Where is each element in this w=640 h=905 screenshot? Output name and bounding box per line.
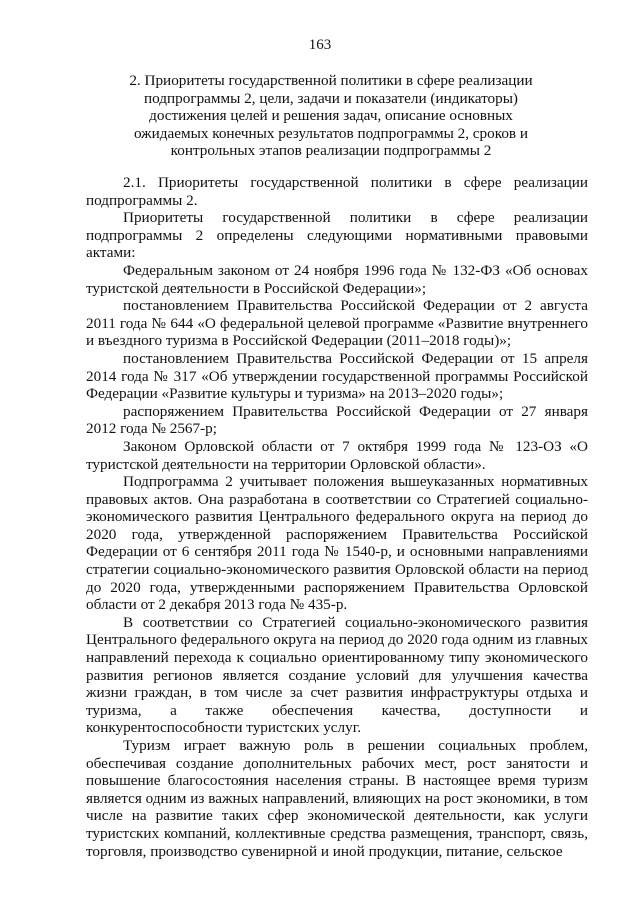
paragraph-order-2567: распоряжением Правительства Российской Федерации от 27 января 2012 года № 2567-р;	[86, 402, 588, 438]
paragraph-oryol-law: Законом Орловской области от 7 октября 1999 года № 123-ОЗ «О туристской деятельности на территории Орловской области».	[86, 437, 588, 473]
paragraph-strategy: Подпрограмма 2 учитывает положения вышеуказанных нормативных правовых актов. Она разработана в соответствии со Стратегией социально-экономического развития Центрального федерального округа на период до 2020 года, утвержденной распоряжением Правительства Российской Федерации от 6 сентября 2011 года № 1540-р, и основными направлениями стратегии социально-экономического развития Орловской области на период до 2020 года, утвержденными распоряжением Правительства Орловской области от 2 декабря 2013 года № 435-р.	[86, 473, 588, 614]
paragraph-subsection-title: 2.1. Приоритеты государственной политики в сфере реализации подпрограммы 2.	[86, 174, 588, 209]
paragraph-federal-law: Федеральным законом от 24 ноября 1996 года № 132-ФЗ «Об основах туристской деятельности в Российской Федерации»;	[86, 261, 588, 297]
paragraph-priorities-intro: Приоритеты государственной политики в сфере реализации подпрограммы 2 определены следующими нормативными правовыми актами:	[86, 209, 588, 262]
paragraph-resolution-644: постановлением Правительства Российской Федерации от 2 августа 2011 года № 644 «О федеральной целевой программе «Развитие внутреннего и въездного туризма в Российской Федерации (2011–2018 годы)»;	[86, 297, 588, 350]
document-body	[86, 174, 588, 860]
paragraph-cfd-strategy: В соответствии со Стратегией социально-экономического развития Центрального федерального округа на период до 2020 года одним из главных направлений перехода к социально ориентированному типу экономического развития регионов является создание условий для улучшения качества жизни граждан, в том числе за счет развития инфраструктуры отдыха и туризма, а также обеспечения качества, доступности и конкурентоспособности туристских услуг.	[86, 613, 588, 737]
paragraph-resolution-317: постановлением Правительства Российской Федерации от 15 апреля 2014 года № 317 «Об утверждении государственной программы Российской Федерации «Развитие культуры и туризма» на 2013–2020 годы»;	[86, 349, 588, 403]
paragraph-tourism-role: Туризм играет важную роль в решении социальных проблем, обеспечивая создание дополнительных рабочих мест, рост занятости и повышение благосостояния населения страны. В настоящее время туризм является одним из важных направлений, влияющих на рост экономики, в том числе на развитие таких сфер экономической деятельности, как услуги туристских компаний, коллективные средства размещения, транспорт, связь, торговля, производство сувенирной и иной продукции, питание, сельское	[86, 737, 588, 860]
page-number: 163	[308, 37, 332, 53]
section-heading: 2. Приоритеты государственной политики в сфере реализации подпрограммы 2, цели, задачи и показатели (индикаторы) достижения целей и решения задач, описание основных ожидаемых конечных результатов подпрограммы 2, сроков и контрольных этапов реализации подпрограммы 2	[129, 72, 533, 160]
